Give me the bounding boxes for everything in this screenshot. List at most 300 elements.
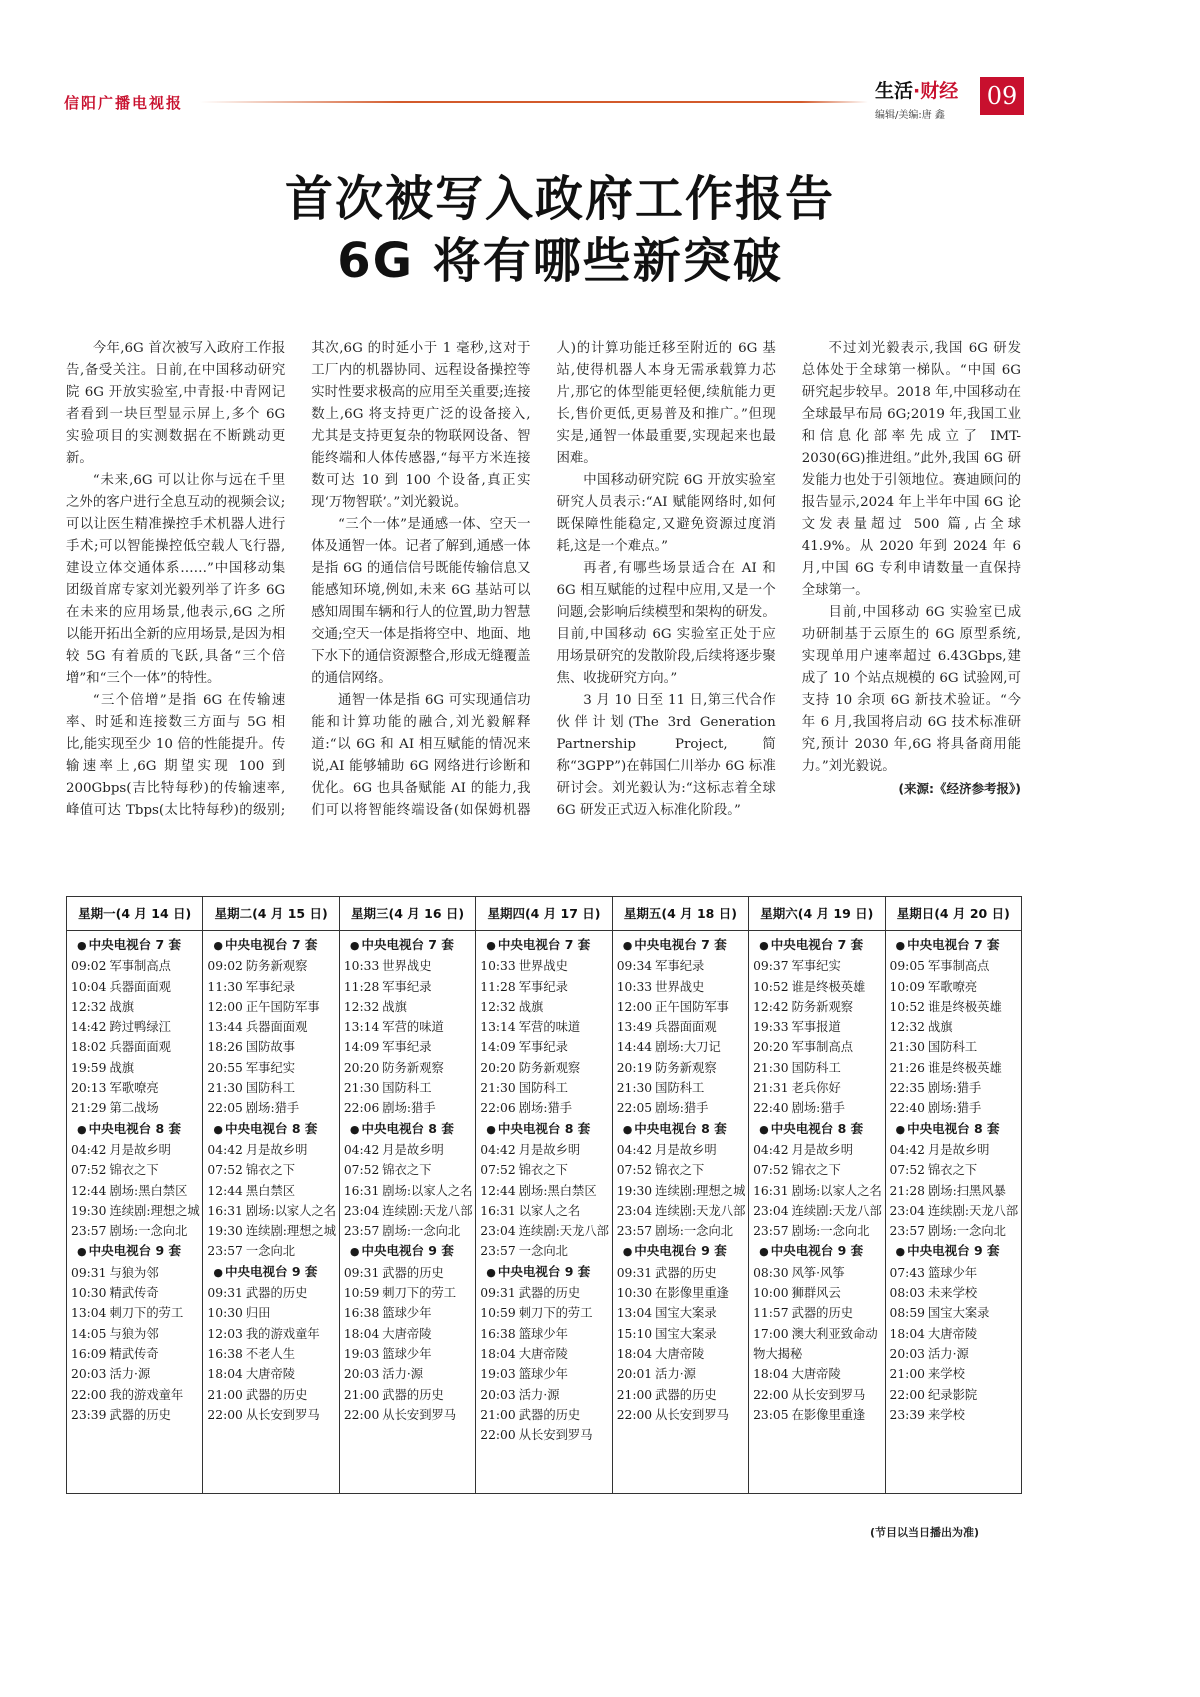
program-time: 04:42 [889,1142,925,1157]
channel-name [480,1119,609,1140]
program-row [480,1078,609,1098]
program-row [753,1017,882,1037]
program-time: 04:42 [71,1142,107,1157]
program-title: 活力·源 [927,1346,969,1361]
program-title: 军营的味道 [382,1020,444,1035]
channel-bullet: ● [349,1245,360,1259]
program-title: 兵器面面观 [245,1020,308,1035]
program-row [344,1263,473,1283]
program-time: 21:00 [616,1387,653,1402]
program-title: 防务新观察 [245,959,308,974]
program-time: 19:33 [753,1020,789,1035]
program-row [71,1181,200,1201]
program-row [753,1098,882,1118]
program-row [71,1160,200,1180]
program-title: 谁是终极英雄 [791,979,866,994]
program-title: 国宝大案录 [655,1306,717,1321]
program-row [617,1405,746,1425]
program-time: 22:35 [889,1081,925,1096]
program-row [344,1221,473,1241]
program-row [71,956,200,976]
program-title: 活力·源 [655,1367,696,1382]
program-title: 军事纪录 [518,979,568,994]
program-title: 世界战史 [655,979,705,994]
program-title: 剧场:一念向北 [927,1224,1006,1239]
program-row [71,1344,200,1364]
schedule-day-header: 星期四(4 月 17 日) [476,897,611,931]
program-time: 21:30 [343,1081,380,1096]
program-row [344,1364,473,1384]
program-time: 18:02 [71,1040,107,1055]
article-paragraph: “未来,6G 可以让你与远在千里之外的客户进行全息互动的视频会议;可以让医生精准操控手术机器人进行手术;可以智能操控低空载人飞行器,建设立体交通体系……”中国移动集团级首席专家刘光毅列举了许多 6G 在未来的应用场景,他表示,6G 之所以能开拓出全新的应用场景,是因为相较 5G 有着质的飞跃,具备“三个倍增”和“三个一体”的特性。 [66,473,286,686]
program-row [480,1425,609,1445]
program-row [344,1405,473,1425]
program-time: 20:03 [889,1346,925,1361]
program-title: 精武传奇 [109,1286,159,1301]
program-row [753,1160,882,1180]
program-time: 07:52 [207,1163,243,1178]
program-time: 21:29 [71,1101,107,1116]
program-time: 23:05 [753,1407,789,1422]
program-row [207,956,336,976]
program-row [344,1344,473,1364]
program-row [753,1364,882,1384]
program-time: 16:31 [753,1183,789,1198]
program-row [753,1303,882,1323]
schedule-day-header: 星期日(4 月 20 日) [886,897,1021,931]
schedule-day-header: 星期二(4 月 15 日) [203,897,338,931]
program-row [890,956,1019,976]
program-row [71,1140,200,1160]
program-time: 10:33 [480,959,516,974]
program-title: 军事纪实 [791,959,841,974]
program-time: 22:00 [71,1387,107,1402]
channel-name [617,935,746,956]
program-row [344,1324,473,1344]
program-title: 大唐帝陵 [655,1346,705,1361]
channel-name [890,935,1019,956]
program-row [344,1058,473,1078]
program-title: 国宝大案录 [655,1326,717,1341]
program-time: 19:30 [71,1203,107,1218]
program-time: 19:03 [343,1346,380,1361]
program-row [480,1160,609,1180]
program-row [207,1241,336,1261]
program-time: 12:32 [889,1020,925,1035]
channel-bullet: ● [622,939,633,952]
program-title: 大唐帝陵 [245,1367,296,1382]
program-title: 武器的历史 [382,1265,444,1280]
program-row [207,1078,336,1098]
program-title: 锦衣之下 [655,1163,705,1178]
program-title: 篮球少年 [518,1326,568,1341]
program-title: 月是故乡明 [518,1142,581,1157]
program-row [753,1078,882,1098]
channel-name [890,1119,1019,1140]
program-time: 10:30 [207,1306,243,1321]
channel-bullet: ● [213,1265,224,1279]
program-time: 18:04 [753,1367,789,1382]
program-time: 14:05 [71,1326,107,1341]
program-row [207,1181,336,1201]
channel-bullet: ● [349,1122,360,1136]
program-row [617,1181,746,1201]
program-row [480,1364,609,1384]
channel-bullet: ● [622,1122,633,1136]
program-time: 20:13 [71,1081,107,1096]
program-row [207,1160,336,1180]
channel-label: 中央电视台 9 套 [88,1243,182,1259]
schedule-day-body [749,931,884,1425]
program-title: 武器的历史 [655,1387,717,1402]
program-row [207,1058,336,1078]
program-row [207,1344,336,1364]
program-title: 从长安到罗马 [518,1428,593,1443]
program-row [207,1405,336,1425]
program-row [207,997,336,1017]
section-title [875,76,995,103]
program-time: 08:30 [753,1265,789,1280]
program-title: 篮球少年 [927,1265,978,1280]
channel-name [207,935,336,956]
program-time: 20:55 [207,1060,243,1075]
program-title: 武器的历史 [109,1407,171,1422]
program-time: 04:42 [616,1142,653,1157]
program-row [480,1385,609,1405]
program-row [207,977,336,997]
program-row [753,1263,882,1283]
program-row [207,1201,336,1221]
schedule-day-column [67,897,203,1493]
channel-bullet: ● [759,939,769,952]
program-time: 18:04 [207,1367,243,1382]
schedule-day-body [886,931,1021,1425]
program-row [71,1364,200,1384]
program-time: 14:09 [343,1040,380,1055]
program-time: 23:04 [343,1203,380,1218]
program-title: 剧场:猎手 [791,1101,845,1116]
program-row [617,1344,746,1364]
program-row [753,1201,882,1221]
program-title: 军事纪录 [655,959,705,974]
channel-label: 中央电视台 9 套 [225,1263,318,1279]
program-time: 22:05 [616,1101,653,1116]
schedule-day-header: 星期六(4 月 19 日) [749,897,884,931]
program-time: 09:37 [753,959,789,974]
program-time: 19:03 [480,1367,516,1382]
schedule-day-header: 星期五(4 月 18 日) [613,897,748,931]
program-row [753,1221,882,1241]
program-row [344,1078,473,1098]
program-title: 在影像里重逢 [655,1286,729,1301]
schedule-day-body [67,931,202,1425]
program-title: 军事纪录 [382,1040,432,1055]
program-title: 月是故乡明 [245,1142,308,1157]
program-title: 谁是终极英雄 [927,999,1002,1014]
program-time: 23:39 [71,1407,107,1422]
program-title: 月是故乡明 [927,1142,990,1157]
program-row [617,1324,746,1344]
program-title: 兵器面面观 [109,979,171,994]
program-time: 21:26 [889,1060,925,1075]
program-row [753,1405,882,1425]
program-title: 剧场:一念向北 [655,1224,734,1239]
program-title: 在影像里重逢 [791,1407,866,1422]
program-title: 战旗 [109,1060,135,1075]
program-time: 07:52 [71,1163,107,1178]
program-title: 正午国防军事 [655,999,729,1014]
program-title: 武器的历史 [655,1265,717,1280]
program-time: 10:59 [480,1306,516,1321]
program-time: 20:03 [343,1367,380,1382]
program-title: 从长安到罗马 [791,1387,866,1402]
program-title: 大唐帝陵 [382,1326,432,1341]
program-row [344,1283,473,1303]
program-row [207,1303,336,1323]
program-title: 国防科工 [518,1081,568,1096]
program-row [753,1140,882,1160]
program-time: 21:30 [753,1060,789,1075]
program-time: 10:09 [889,979,925,994]
program-time: 22:00 [207,1407,243,1422]
section-block [875,76,995,121]
program-time: 13:14 [480,1020,516,1035]
program-title: 剧场:一念向北 [109,1224,188,1239]
program-row [890,997,1019,1017]
program-time: 10:30 [616,1286,653,1301]
program-time: 13:04 [616,1306,653,1321]
masthead-rule [200,101,868,103]
program-title: 月是故乡明 [109,1142,171,1157]
program-title: 锦衣之下 [927,1163,978,1178]
channel-bullet: ● [895,1245,906,1259]
channel-label: 中央电视台 8 套 [497,1120,591,1136]
program-title: 连续剧:天龙八部 [927,1203,1019,1218]
program-time: 10:30 [71,1286,107,1301]
channel-bullet: ● [759,1245,769,1259]
program-title: 剧场:黑白禁区 [109,1183,188,1198]
program-row [344,1181,473,1201]
program-title: 军事纪录 [518,1040,568,1055]
program-title: 锦衣之下 [109,1163,159,1178]
schedule-day-column [613,897,749,1493]
program-time: 09:31 [71,1265,107,1280]
program-row [890,1201,1019,1221]
headline-line-1: 首次被写入政府工作报告 [284,171,835,227]
program-time: 16:38 [480,1326,516,1341]
program-time: 22:06 [343,1101,380,1116]
program-row [890,1385,1019,1405]
program-row [617,997,746,1017]
program-row [207,1385,336,1405]
program-row [480,1098,609,1118]
program-time: 20:03 [71,1367,107,1382]
program-title: 剧场:猎手 [927,1081,982,1096]
program-title: 军事制高点 [791,1040,854,1055]
program-row [344,1098,473,1118]
program-title: 第二战场 [109,1101,159,1116]
program-row [480,1303,609,1323]
program-title: 国防科工 [245,1081,296,1096]
program-time: 09:31 [207,1286,243,1301]
program-title: 武器的历史 [245,1387,308,1402]
program-row [617,1037,746,1057]
program-title: 军歌嘹亮 [927,979,978,994]
program-time: 22:00 [889,1387,925,1402]
channel-label: 中央电视台 9 套 [634,1243,727,1259]
program-row [207,1017,336,1037]
program-title: 刺刀下的劳工 [518,1306,593,1321]
program-row [890,1364,1019,1384]
program-row [344,1037,473,1057]
program-title: 月是故乡明 [655,1142,717,1157]
program-title: 军事纪实 [245,1060,296,1075]
program-row [890,1140,1019,1160]
program-time: 04:42 [753,1142,789,1157]
channel-bullet: ● [213,939,224,952]
program-title: 军歌嘹亮 [109,1081,159,1096]
channel-label: 中央电视台 7 套 [634,937,727,952]
program-time: 22:00 [480,1428,516,1443]
program-row [480,1201,609,1221]
program-time: 10:59 [343,1286,380,1301]
program-time: 09:31 [480,1286,516,1301]
program-row [71,1221,200,1241]
program-row [617,1201,746,1221]
program-title: 连续剧:理想之城 [655,1183,746,1198]
program-row [890,1324,1019,1344]
program-time: 10:00 [753,1286,789,1301]
channel-bullet: ● [486,1265,496,1279]
channel-bullet: ● [486,939,496,952]
headline [60,168,1060,292]
program-title: 军事报道 [791,1020,841,1035]
channel-name [344,935,473,956]
program-title: 剧场:以家人之名 [382,1183,473,1198]
program-title: 锦衣之下 [245,1163,296,1178]
program-row [617,1221,746,1241]
program-row [71,1201,200,1221]
program-time: 10:52 [889,999,925,1014]
program-title: 兵器面面观 [109,1040,171,1055]
program-title: 战旗 [518,999,544,1014]
program-title: 篮球少年 [518,1367,568,1382]
program-row [617,1058,746,1078]
program-title: 锦衣之下 [518,1163,568,1178]
program-time: 12:32 [343,999,380,1014]
article-paragraph: “三个一体”是通感一体、空天一体及通智一体。记者了解到,通感一体是指 6G 的通信信号既能传输信息又能感知环境,例如,未来 6G 基站可以感知周围车辆和行人的位置,助力智慧交通;空天一体是指将空中、地面、地下水下的通信资源整合,形成无缝覆盖的通信网络。 [311,517,531,686]
program-time: 21:00 [480,1407,516,1422]
channel-name [753,935,882,956]
program-row [617,1303,746,1323]
article-paragraph: 中国移动研究院 6G 开放实验室研究人员表示:“AI 赋能网络时,如何既保障性能稳定,又避免资源过度消耗,这是一个难点。” [556,473,776,554]
program-row [890,1221,1019,1241]
program-row [480,1017,609,1037]
program-time: 16:38 [343,1306,380,1321]
program-title: 与狼为邻 [109,1265,159,1280]
program-row [480,956,609,976]
program-time: 19:30 [207,1224,243,1239]
program-time: 12:32 [71,999,107,1014]
channel-bullet: ● [77,939,87,952]
program-title: 国防科工 [655,1081,705,1096]
article-paragraph: 3 月 10 日至 11 日,第三代合作伙伴计划(The 3rd Generation Partnership Project,简称“3GPP”)在韩国仁川举办 6G 标准研讨会。刘光毅认为:“这标志着全球 6G 研发正式迈入标准化阶段。” [556,693,776,818]
program-title: 正午国防军事 [245,999,320,1014]
tv-schedule-table [66,896,1022,1494]
channel-bullet: ● [213,1122,224,1136]
program-row [344,977,473,997]
program-row [71,1037,200,1057]
program-row [480,997,609,1017]
program-title: 澳大利亚致命动物大揭秘 [753,1326,878,1361]
program-title: 谁是终极英雄 [927,1060,1002,1075]
program-title: 大唐帝陵 [791,1367,841,1382]
program-time: 09:31 [616,1265,653,1280]
program-row [753,1181,882,1201]
program-time: 23:57 [207,1244,243,1259]
program-title: 锦衣之下 [791,1163,841,1178]
article-paragraph: 通智一体是指 6G 可实现通信功能和计算功能的融合,刘光毅解释道:“以 6G 和 AI 相互赋能的情况来说,AI 能够辅助 6G 网络进行诊断和优化。6G 也具备赋能 AI 的能力,我们可以将智能终端设备(如保姆机器人)的计算功能迁移至附近的 6G 基站,使得机器人本身无需承载算力芯片,那它的体型能更轻便,续航能力更长,售价更低,更易普及和推广。”但现实是,通智一体最重要,实现起来也最困难。 [311,341,776,818]
program-time: 21:30 [616,1081,653,1096]
schedule-day-column [203,897,339,1493]
channel-name [71,935,200,956]
program-title: 连续剧:理想之城 [245,1224,337,1239]
program-time: 07:52 [343,1163,380,1178]
section-suffix: 财经 [920,80,959,102]
channel-label: 中央电视台 8 套 [770,1120,864,1136]
program-time: 13:44 [207,1020,243,1035]
program-title: 锦衣之下 [382,1163,432,1178]
program-time: 10:33 [343,959,380,974]
program-row [890,1303,1019,1323]
channel-name [890,1241,1019,1262]
channel-label: 中央电视台 8 套 [88,1120,182,1136]
page-number: 09 [980,77,1024,115]
program-time: 12:44 [480,1183,516,1198]
program-title: 连续剧:天龙八部 [655,1203,746,1218]
section-editor: 编辑/美编:唐 鑫 [875,110,945,121]
program-row [617,1283,746,1303]
program-time: 09:34 [616,959,653,974]
channel-bullet: ● [895,1122,906,1136]
program-time: 10:33 [616,979,653,994]
program-title: 武器的历史 [382,1387,444,1402]
program-time: 12:32 [480,999,516,1014]
program-row [480,1405,609,1425]
program-row [753,997,882,1017]
program-row [890,1037,1019,1057]
program-title: 剧场:猎手 [245,1101,300,1116]
program-row [480,1283,609,1303]
program-row [480,1181,609,1201]
program-row [71,977,200,997]
program-title: 剧场:猎手 [382,1101,436,1116]
program-time: 23:04 [480,1224,516,1239]
program-row [753,1324,882,1365]
channel-label: 中央电视台 7 套 [225,937,318,952]
schedule-day-column [886,897,1021,1493]
program-time: 20:20 [343,1060,380,1075]
channel-bullet: ● [77,1122,87,1136]
program-row [71,1303,200,1323]
program-row [480,1221,609,1241]
program-time: 11:28 [343,979,380,994]
channel-bullet: ● [622,1245,633,1259]
program-title: 从长安到罗马 [245,1407,320,1422]
program-row [890,1017,1019,1037]
channel-name [480,1262,609,1283]
program-time: 09:05 [889,959,925,974]
